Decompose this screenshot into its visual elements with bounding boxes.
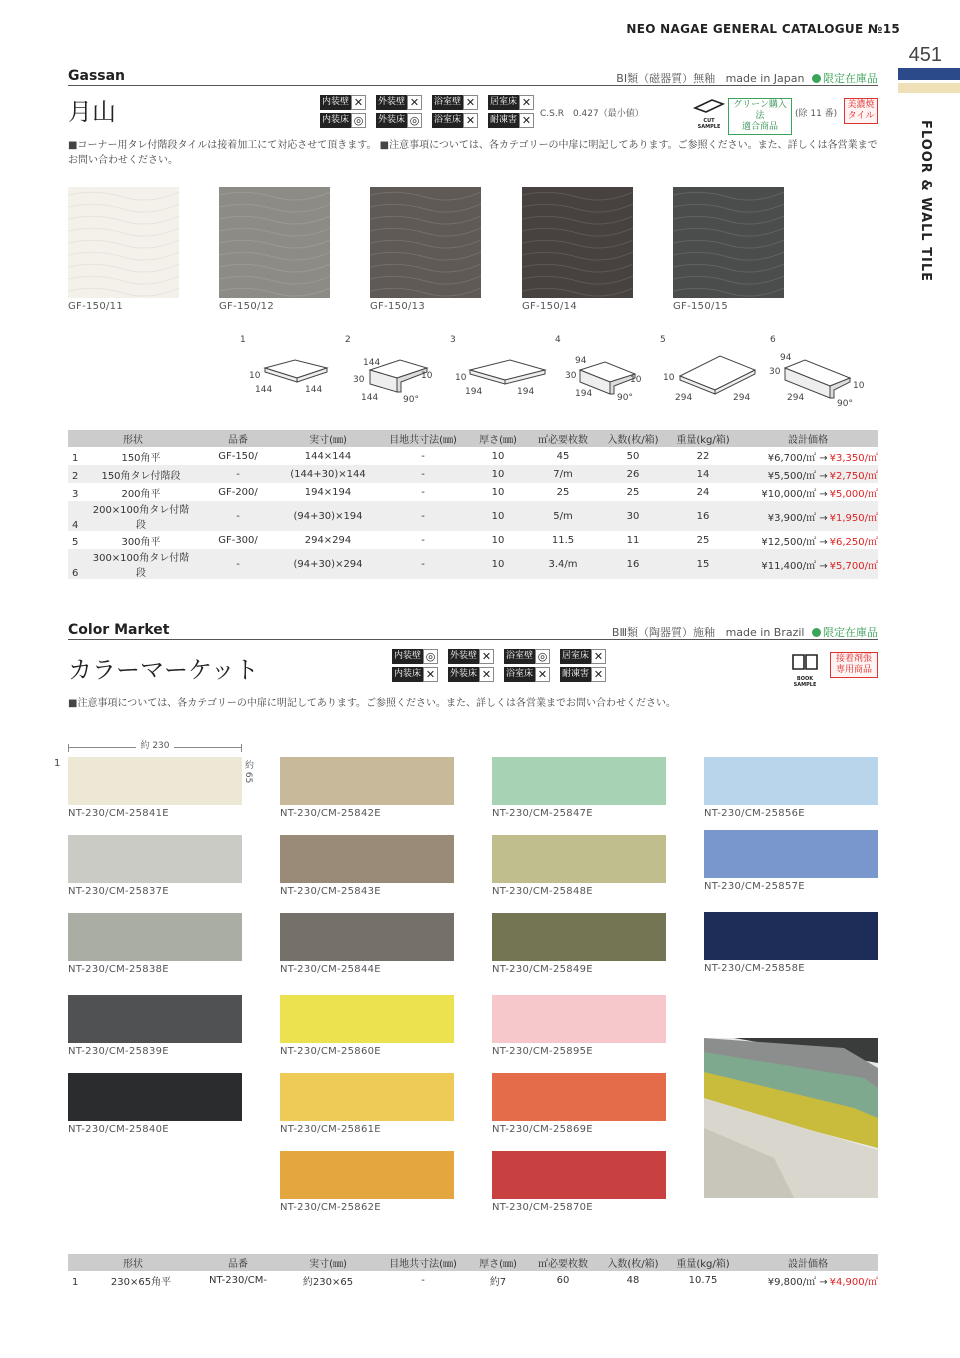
row-number: 1 xyxy=(72,452,79,464)
table-row xyxy=(68,465,878,483)
joint-cell: - xyxy=(421,1274,425,1286)
market-made: made in Brazil xyxy=(725,626,805,639)
gassan-swatch xyxy=(522,187,633,298)
shape-label-5: 5 xyxy=(660,335,666,345)
weight-cell: 15 xyxy=(668,549,738,579)
row-number: 3 xyxy=(72,488,79,500)
limited-dot-icon xyxy=(812,74,821,83)
market-swatch xyxy=(492,995,666,1043)
table-header: 目地共寸法(㎜) xyxy=(378,430,468,447)
svg-text:10: 10 xyxy=(630,375,642,385)
usage-4 xyxy=(320,112,374,128)
table-header: 入数(枚/箱) xyxy=(598,430,668,447)
shape-name: 300角平 xyxy=(121,536,161,548)
row-number: 2 xyxy=(72,470,79,482)
price-new: ¥6,250/㎡ xyxy=(829,536,878,548)
usage-5 xyxy=(448,666,502,682)
weight-cell: 25 xyxy=(696,534,710,546)
gassan-swatch xyxy=(673,187,784,298)
price-new: ¥1,950/㎡ xyxy=(829,512,878,524)
joint-cell: - xyxy=(421,486,425,498)
shape-name: 200角平 xyxy=(121,488,161,500)
gassan-shape-diagrams xyxy=(225,330,875,410)
code-cell: GF-200/ xyxy=(218,486,258,498)
per-cell: 60 xyxy=(556,1274,570,1286)
size-cell: (94+30)×194 xyxy=(278,501,378,531)
price-new: ¥3,350/㎡ xyxy=(829,452,878,464)
table-row xyxy=(68,549,878,579)
svg-text:194: 194 xyxy=(575,389,593,399)
shape-label-2: 2 xyxy=(345,335,351,345)
market-swatch xyxy=(68,835,242,883)
cross-icon: ✕ xyxy=(591,649,606,664)
qty-cell: 30 xyxy=(598,501,668,531)
cut-sample-icon: CUT SAMPLE xyxy=(692,98,726,130)
svg-text:30: 30 xyxy=(353,375,365,385)
market-swatch-code: NT-230/CM-25842E xyxy=(280,808,381,819)
svg-text:30: 30 xyxy=(769,367,781,377)
shape-label-6: 6 xyxy=(770,335,776,345)
shape-cell xyxy=(68,1271,198,1289)
shape-label-1: 1 xyxy=(240,335,246,345)
limited-dot-icon xyxy=(812,628,821,637)
table-header: 重量(kg/箱) xyxy=(668,430,738,447)
per-cell: 25 xyxy=(556,486,570,498)
usage-3 xyxy=(560,648,614,664)
weight-cell: 14 xyxy=(668,465,738,483)
svg-text:194: 194 xyxy=(517,387,535,397)
cross-icon: ✕ xyxy=(479,649,494,664)
market-swatch xyxy=(68,913,242,961)
market-swatch-code: NT-230/CM-25857E xyxy=(704,881,805,892)
code-cell: - xyxy=(198,465,278,483)
market-swatch xyxy=(280,757,454,805)
gassan-usage-grid xyxy=(320,94,542,128)
gassan-swatch-code: GF-150/15 xyxy=(673,301,728,312)
row-number: 6 xyxy=(72,568,79,579)
svg-text:10: 10 xyxy=(853,381,865,391)
table-header: 入数(枚/箱) xyxy=(598,1254,668,1271)
weight-cell: 22 xyxy=(696,450,710,462)
table-header: 形状 xyxy=(68,430,198,447)
market-swatch-code: NT-230/CM-25862E xyxy=(280,1202,381,1213)
joint-cell: - xyxy=(378,465,468,483)
price-cell xyxy=(738,549,878,579)
usage-label: 内装床 xyxy=(320,113,351,128)
market-swatch xyxy=(704,830,878,878)
weight-cell: 16 xyxy=(668,501,738,531)
market-swatch-code: NT-230/CM-25841E xyxy=(68,808,169,819)
usage-label: 耐凍害 xyxy=(488,113,519,128)
market-spec-table xyxy=(68,1254,878,1289)
size-cell: 約230×65 xyxy=(302,1276,354,1288)
height-dimension: 約 65 xyxy=(243,760,253,784)
price-old: ¥3,900/㎡ → xyxy=(767,512,828,524)
table-row xyxy=(68,483,878,501)
price-new: ¥2,750/㎡ xyxy=(829,470,878,482)
price-cell xyxy=(738,501,878,531)
market-swatch-code: NT-230/CM-25847E xyxy=(492,808,593,819)
qty-cell: 50 xyxy=(626,450,640,462)
market-swatch xyxy=(68,995,242,1043)
svg-text:294: 294 xyxy=(733,393,751,403)
shape-label-3: 3 xyxy=(450,335,456,345)
market-swatch-code: NT-230/CM-25844E xyxy=(280,964,381,975)
gassan-spec-table xyxy=(68,430,878,579)
row-label: 1 xyxy=(54,758,61,769)
gassan-jp-title: 月山 xyxy=(68,98,116,126)
qty-cell: 26 xyxy=(598,465,668,483)
svg-text:94: 94 xyxy=(780,353,792,363)
size-cell: 144×144 xyxy=(304,450,352,462)
svg-text:10: 10 xyxy=(421,371,433,381)
table-row xyxy=(68,1271,878,1289)
thick-cell: 10 xyxy=(468,465,528,483)
usage-label: 浴室壁 xyxy=(432,95,463,110)
market-swatch-code: NT-230/CM-25856E xyxy=(704,808,805,819)
gassan-en-title: Gassan xyxy=(68,68,126,84)
usage-label: 内装壁 xyxy=(320,95,351,110)
width-dimension: 約 230 xyxy=(68,744,242,752)
per-cell: 5/m xyxy=(528,501,598,531)
gassan-csr: C.S.R 0.427（最小値） xyxy=(540,109,644,119)
svg-text:10: 10 xyxy=(663,373,675,383)
svg-text:94: 94 xyxy=(575,356,587,366)
size-cell: 194×194 xyxy=(304,486,352,498)
market-swatch xyxy=(704,912,878,960)
cross-icon: ✕ xyxy=(463,95,478,110)
svg-text:10: 10 xyxy=(249,371,261,381)
market-swatch xyxy=(492,1151,666,1199)
table-header: 品番 xyxy=(198,1254,278,1271)
gassan-swatch-code: GF-150/11 xyxy=(68,301,123,312)
usage-7 xyxy=(560,666,614,682)
shape-cell xyxy=(68,465,198,483)
thick-cell: 10 xyxy=(491,534,505,546)
joint-cell: - xyxy=(378,549,468,579)
per-cell: 11.5 xyxy=(551,534,575,546)
market-swatch-code: NT-230/CM-25848E xyxy=(492,886,593,897)
market-swatch xyxy=(280,995,454,1043)
price-old: ¥6,700/㎡ → xyxy=(767,452,828,464)
table-row xyxy=(68,501,878,531)
size-cell: (94+30)×294 xyxy=(278,549,378,579)
usage-label: 内装壁 xyxy=(392,649,423,664)
usage-label: 外装壁 xyxy=(376,95,407,110)
usage-2 xyxy=(504,648,558,664)
gassan-meta xyxy=(616,70,878,86)
usage-3 xyxy=(488,94,542,110)
per-cell: 7/m xyxy=(528,465,598,483)
svg-text:194: 194 xyxy=(465,387,483,397)
joint-cell: - xyxy=(421,450,425,462)
per-cell: 3.4/m xyxy=(528,549,598,579)
joint-cell: - xyxy=(378,501,468,531)
market-swatch xyxy=(704,757,878,805)
market-swatch-code: NT-230/CM-25895E xyxy=(492,1046,593,1057)
table-header: 設計価格 xyxy=(738,1254,878,1271)
market-en-title: Color Market xyxy=(68,622,170,638)
shape-cell xyxy=(68,549,198,579)
shape-name: 150角タレ付階段 xyxy=(101,470,181,482)
svg-text:294: 294 xyxy=(675,393,693,403)
product-photo xyxy=(704,1038,878,1198)
code-cell: GF-300/ xyxy=(218,534,258,546)
qty-cell: 48 xyxy=(626,1274,640,1286)
shape-name: 200×100角タレ付階段 xyxy=(92,505,190,531)
thick-cell: 10 xyxy=(491,450,505,462)
table-header: 品番 xyxy=(198,430,278,447)
usage-2 xyxy=(432,94,486,110)
weight-cell: 24 xyxy=(696,486,710,498)
usage-5 xyxy=(376,112,430,128)
cross-icon: ✕ xyxy=(351,95,366,110)
table-header: 形状 xyxy=(68,1254,198,1271)
table-header: ㎡必要枚数 xyxy=(528,1254,598,1271)
price-cell xyxy=(738,483,878,501)
green-purchase-tag: グリーン購入法 適合商品 xyxy=(728,98,792,135)
market-swatch xyxy=(280,1151,454,1199)
usage-0 xyxy=(320,94,374,110)
double-circle-icon: ◎ xyxy=(423,649,438,664)
price-new: ¥5,000/㎡ xyxy=(829,488,878,500)
usage-label: 内装床 xyxy=(392,667,423,682)
per-cell: 45 xyxy=(556,450,570,462)
code-cell: - xyxy=(198,501,278,531)
gassan-note: ■コーナー用タレ付階段タイルは接着加工にて対応させて頂きます。 ■注意事項については、各カテゴリーの中扉に明記してあります。ご参照ください。また、詳しくは各営業までお問い合わせください。 xyxy=(68,140,878,166)
cross-icon: ✕ xyxy=(463,113,478,128)
size-cell: 294×294 xyxy=(304,534,352,546)
price-old: ¥5,500/㎡ → xyxy=(767,470,828,482)
market-swatch xyxy=(280,835,454,883)
usage-label: 外装床 xyxy=(448,667,479,682)
gassan-swatch xyxy=(370,187,481,298)
table-row xyxy=(68,447,878,465)
svg-text:144: 144 xyxy=(363,358,381,368)
cross-icon: ✕ xyxy=(519,113,534,128)
table-row xyxy=(68,531,878,549)
market-swatch-code: NT-230/CM-25838E xyxy=(68,964,169,975)
shape-cell xyxy=(68,447,198,465)
usage-label: 外装床 xyxy=(376,113,407,128)
svg-text:90°: 90° xyxy=(617,393,633,403)
price-old: ¥10,000/㎡ → xyxy=(761,488,828,500)
market-class: BⅢ類（陶器質）施釉 xyxy=(611,626,716,639)
cross-icon: ✕ xyxy=(479,667,494,682)
price-old: ¥9,800/㎡ → xyxy=(767,1276,828,1288)
qty-cell: 11 xyxy=(626,534,640,546)
usage-label: 耐凍害 xyxy=(560,667,591,682)
svg-text:144: 144 xyxy=(255,385,273,395)
market-swatch-code: NT-230/CM-25869E xyxy=(492,1124,593,1135)
usage-4 xyxy=(392,666,446,682)
page-tab-accent xyxy=(898,83,960,93)
qty-cell: 16 xyxy=(598,549,668,579)
table-header: 設計価格 xyxy=(738,430,878,447)
market-swatch xyxy=(492,835,666,883)
catalogue-title: NEO NAGAE GENERAL CATALOGUE №15 xyxy=(626,22,900,36)
market-swatch xyxy=(280,913,454,961)
gassan-swatch-code: GF-150/13 xyxy=(370,301,425,312)
thick-cell: 10 xyxy=(468,549,528,579)
price-old: ¥11,400/㎡ → xyxy=(761,560,828,572)
gassan-header xyxy=(68,68,878,86)
mino-tile-tag: 美濃焼 タイル xyxy=(844,98,878,124)
table-header: 実寸(㎜) xyxy=(278,1254,378,1271)
row-number: 5 xyxy=(72,536,79,548)
cross-icon: ✕ xyxy=(423,667,438,682)
row-number: 1 xyxy=(72,1276,79,1288)
usage-1 xyxy=(376,94,430,110)
market-swatch-code: NT-230/CM-25839E xyxy=(68,1046,169,1057)
green-note: (除 11 番) xyxy=(795,109,838,119)
market-swatch-code: NT-230/CM-25840E xyxy=(68,1124,169,1135)
code-cell: - xyxy=(198,549,278,579)
market-meta xyxy=(612,624,878,640)
gassan-limited: 限定在庫品 xyxy=(823,72,878,85)
svg-text:90°: 90° xyxy=(403,395,419,405)
size-cell: (144+30)×144 xyxy=(278,465,378,483)
code-cell: NT-230/CM- xyxy=(209,1274,267,1286)
usage-6 xyxy=(504,666,558,682)
market-jp-title: カラーマーケット xyxy=(68,656,259,684)
svg-text:90°: 90° xyxy=(837,399,853,409)
svg-text:144: 144 xyxy=(305,385,323,395)
market-swatch xyxy=(492,1073,666,1121)
usage-label: 居室床 xyxy=(488,95,519,110)
shape-cell xyxy=(68,483,198,501)
shape-name: 230×65角平 xyxy=(110,1276,172,1288)
market-swatch xyxy=(492,757,666,805)
usage-label: 浴室壁 xyxy=(504,649,535,664)
price-new: ¥4,900/㎡ xyxy=(829,1276,878,1288)
double-circle-icon: ◎ xyxy=(351,113,366,128)
weight-cell: 10.75 xyxy=(688,1274,718,1286)
usage-1 xyxy=(448,648,502,664)
price-old: ¥12,500/㎡ → xyxy=(761,536,828,548)
row-number: 4 xyxy=(72,520,79,531)
usage-label: 外装壁 xyxy=(448,649,479,664)
shape-cell xyxy=(68,531,198,549)
shape-cell xyxy=(68,501,198,531)
table-header: 目地共寸法(㎜) xyxy=(378,1254,468,1271)
adhesive-only-tag: 接着剤張 専用商品 xyxy=(830,652,878,678)
gassan-made: made in Japan xyxy=(725,72,805,85)
code-cell: GF-150/ xyxy=(218,450,258,462)
table-header: 厚さ(㎜) xyxy=(468,1254,528,1271)
shape-name: 300×100角タレ付階段 xyxy=(92,553,190,579)
market-swatch-code: NT-230/CM-25861E xyxy=(280,1124,381,1135)
cross-icon: ✕ xyxy=(591,667,606,682)
table-header: 重量(kg/箱) xyxy=(668,1254,738,1271)
table-header: 実寸(㎜) xyxy=(278,430,378,447)
market-swatch-code: NT-230/CM-25837E xyxy=(68,886,169,897)
market-swatch xyxy=(280,1073,454,1121)
market-swatch-code: NT-230/CM-25843E xyxy=(280,886,381,897)
gassan-swatch-code: GF-150/12 xyxy=(219,301,274,312)
usage-7 xyxy=(488,112,542,128)
shape-name: 150角平 xyxy=(121,452,161,464)
price-new: ¥5,700/㎡ xyxy=(829,560,878,572)
cross-icon: ✕ xyxy=(407,95,422,110)
gassan-swatch-code: GF-150/14 xyxy=(522,301,577,312)
page-tab-bar xyxy=(898,68,960,80)
thick-cell: 10 xyxy=(468,501,528,531)
svg-text:10: 10 xyxy=(455,373,467,383)
market-header xyxy=(68,622,878,640)
usage-6 xyxy=(432,112,486,128)
market-swatch xyxy=(68,1073,242,1121)
gassan-swatch xyxy=(68,187,179,298)
market-swatch-code: NT-230/CM-25870E xyxy=(492,1202,593,1213)
page-number: 451 xyxy=(908,44,942,66)
price-cell xyxy=(738,447,878,465)
table-header: 厚さ(㎜) xyxy=(468,430,528,447)
cross-icon: ✕ xyxy=(535,667,550,682)
qty-cell: 25 xyxy=(626,486,640,498)
market-swatch xyxy=(492,913,666,961)
joint-cell: - xyxy=(421,534,425,546)
market-swatch-code: NT-230/CM-25860E xyxy=(280,1046,381,1057)
table-header: ㎡必要枚数 xyxy=(528,430,598,447)
usage-label: 居室床 xyxy=(560,649,591,664)
shape-label-4: 4 xyxy=(555,335,561,345)
thick-cell: 約7 xyxy=(489,1276,507,1288)
market-swatch xyxy=(68,757,242,805)
gassan-swatch xyxy=(219,187,330,298)
market-swatch-code: NT-230/CM-25849E xyxy=(492,964,593,975)
double-circle-icon: ◎ xyxy=(407,113,422,128)
price-cell xyxy=(738,1271,878,1289)
double-circle-icon: ◎ xyxy=(535,649,550,664)
market-limited: 限定在庫品 xyxy=(823,626,878,639)
price-cell xyxy=(738,531,878,549)
market-usage-grid xyxy=(392,648,614,682)
market-swatch-code: NT-230/CM-25858E xyxy=(704,963,805,974)
book-sample-icon: BOOK SAMPLE xyxy=(788,652,822,688)
side-section-label: FLOOR & WALL TILE xyxy=(918,120,933,282)
thick-cell: 10 xyxy=(491,486,505,498)
svg-text:144: 144 xyxy=(361,393,379,403)
gassan-class: BⅠ類（磁器質）無釉 xyxy=(616,72,716,85)
svg-text:294: 294 xyxy=(787,393,805,403)
usage-0 xyxy=(392,648,446,664)
cross-icon: ✕ xyxy=(519,95,534,110)
market-note: ■注意事項については、各カテゴリーの中扉に明記してあります。ご参照ください。また、詳しくは各営業までお問い合わせください。 xyxy=(68,698,677,709)
price-cell xyxy=(738,465,878,483)
usage-label: 浴室床 xyxy=(504,667,535,682)
svg-text:30: 30 xyxy=(565,371,577,381)
usage-label: 浴室床 xyxy=(432,113,463,128)
